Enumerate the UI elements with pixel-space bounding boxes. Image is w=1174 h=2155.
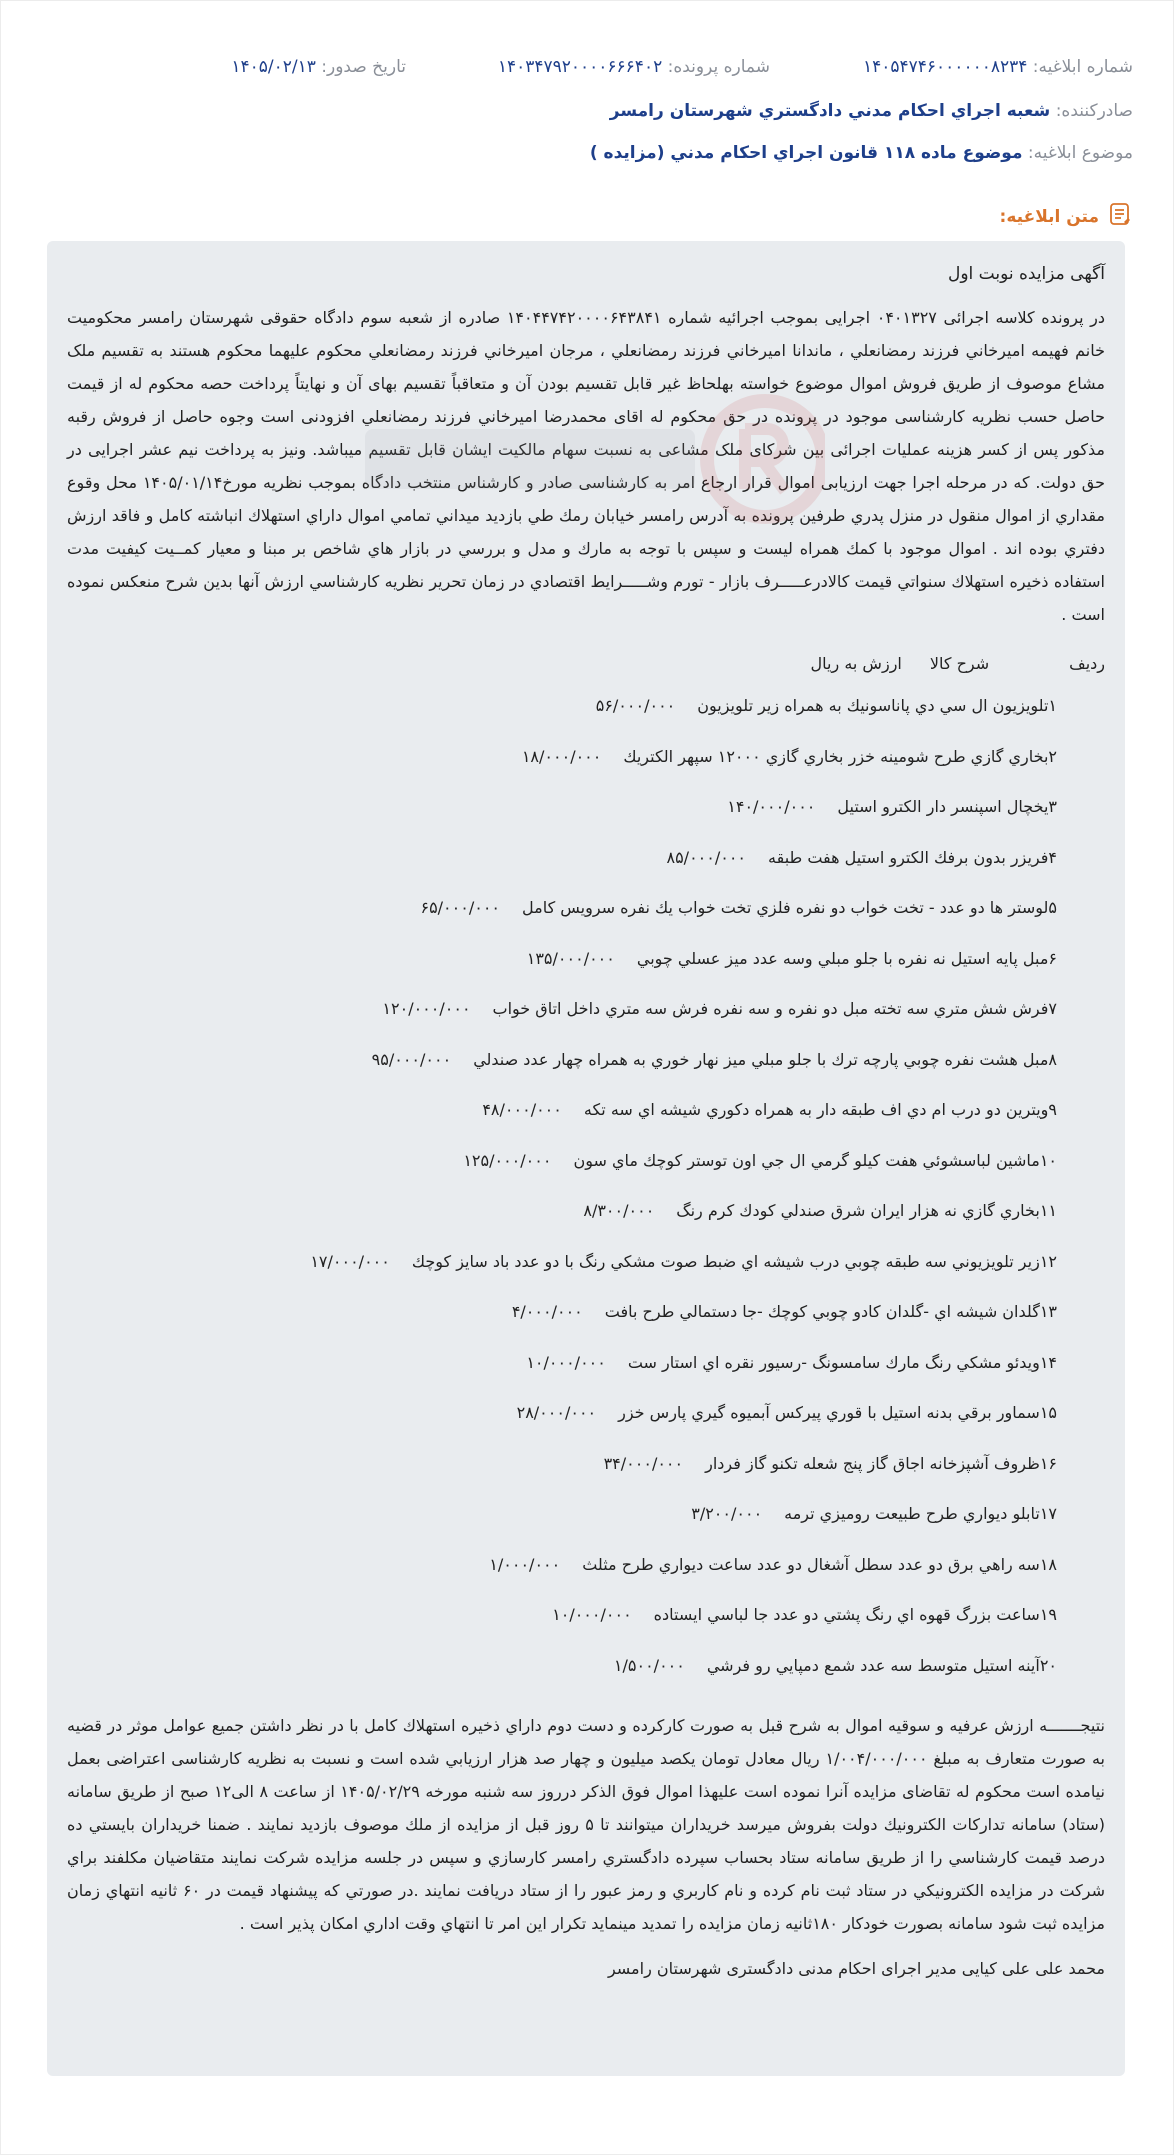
item-number: ۸ <box>1048 1049 1057 1069</box>
item-price: ۱۸/۰۰۰/۰۰۰ <box>521 746 602 766</box>
item-price: ۱/۰۰۰/۰۰۰ <box>489 1554 561 1574</box>
item-number: ۱۱ <box>1039 1201 1057 1220</box>
item-desc: فريزر بدون برفك الكترو استيل هفت طبقه <box>768 847 1049 867</box>
issue-date-value: ۱۴۰۵/۰۲/۱۳ <box>231 57 316 77</box>
notice-number-label: شماره ابلاغيه: <box>1032 57 1133 77</box>
subject-value: موضوع ماده ۱۱۸ قانون اجراي احکام مدني (مزايده ) <box>589 143 1023 163</box>
item-desc: مبل پايه استيل نه نفره با جلو مبلي وسه عدد ميز عسلي چوبي <box>636 948 1049 968</box>
item-number: ۱۹ <box>1039 1605 1057 1624</box>
item-price: ۳۴/۰۰۰/۰۰۰ <box>603 1453 684 1473</box>
list-item <box>67 1146 1057 1197</box>
signature-line: محمد علی علی کیایی مدیر اجرای احکام مدنی دادگستری شهرستان رامسر <box>607 1959 1105 1978</box>
item-number: ۵ <box>1048 898 1057 917</box>
list-item <box>67 944 1057 995</box>
item-number: ۱۲ <box>1039 1251 1057 1271</box>
item-number: ۶ <box>1048 948 1057 968</box>
item-price: ۳/۲۰۰/۰۰۰ <box>691 1504 763 1523</box>
item-number: ۱۵ <box>1039 1403 1057 1422</box>
items-table-header <box>67 649 1105 679</box>
item-desc: ويترين دو درب ام دي اف طبقه دار به همراه دكوري شيشه اي سه تكه <box>583 1100 1049 1119</box>
sender-value: شعبه اجراي احکام مدني دادگستري شهرستان رامسر <box>609 101 1051 121</box>
item-price: ۱۲۵/۰۰۰/۰۰۰ <box>463 1150 552 1170</box>
item-price: ۴۸/۰۰۰/۰۰۰ <box>482 1100 562 1119</box>
list-item <box>67 1499 1057 1550</box>
issue-date-label: تاريخ صدور: <box>321 57 406 77</box>
sender-row <box>610 101 1133 121</box>
case-number-label: شماره پرونده: <box>667 57 770 77</box>
item-desc: مبل هشت نفره چوبي پارچه ترك با جلو مبلي ميز نهار خوري به همراه چهار عدد صندلي <box>473 1049 1049 1069</box>
item-desc: ويدئو مشكي رنگ مارك سامسونگ -رسيور نقره اي استار ست <box>627 1352 1040 1372</box>
item-number: ۱۸ <box>1039 1554 1057 1574</box>
notice-text-title: متن ابلاغيه: <box>999 206 1099 227</box>
notice-number-value: ۱۴۰۵۴۷۴۶۰۰۰۰۰۰۸۲۳۴ <box>863 57 1028 77</box>
document-icon <box>1107 201 1133 232</box>
col-value-header: ارزش به ريال <box>810 654 902 673</box>
result-paragraph: نتيجـــــــه ارزش عرفيه و سوقيه اموال به شرح قبل به صورت كاركرده و دست دوم داراي ذخيره استهلاك كامل با در نظر داشتن جميع عوامل موثر در قضيه به صورت متعارف به مبلغ ۱/۰۰۴/۰۰۰/۰۰۰ ريال معادل تومان يكصد ميليون و چهار صد هزار ارزيابي شده است و نسبت به نظریه کارشناسی اعتراضی بعمل نیامده است محکوم له تقاضای مزایده آنرا نموده است علیهذا اموال فوق الذکر درروز سه شنبه مورخه ۱۴۰۵/۰۲/۲۹ از ساعت ۸ الی۱۲ صبح از طریق سامانه (ستاد) سامانه تداركات الكترونيك دولت بفروش ميرسد خريداران ميتوانند تا ۵ روز قبل از مزايده از ملك موصوف بازديد نمايند . ضمنا خريداران بايستي ده درصد قيمت كارشناسي را از طريق سامانه ستاد بحساب سپرده دادگستري رامسر كارسازي و سپس در جلسه مزايده شركت نمايند متقاضيان مكلفند براي شركت در مزايده الكترونيكي در ستاد ثبت نام كرده و نام كاربري و رمز عبور را از ستاد دريافت نمايند .در صورتي كه پيشنهاد قيمت در ۶۰ ثانيه انتهاي زمان مزايده ثبت شود سامانه بصورت خودكار ۱۸۰ثانيه زمان مزايده را تمديد مينمايد تكرار اين امر تا انتهاي وقت اداري امكان پذير است . <box>67 1716 1106 1933</box>
item-price: ۱۰/۰۰۰/۰۰۰ <box>552 1605 632 1624</box>
item-desc: تابلو ديواري طرح طبيعت روميزي ترمه <box>784 1504 1040 1523</box>
col-row-header: رديف <box>1069 654 1105 673</box>
item-price: ۱۷/۰۰۰/۰۰۰ <box>310 1251 390 1271</box>
list-item <box>67 1449 1057 1500</box>
ad-title: آگهی مزایده نوبت اول <box>947 264 1105 284</box>
item-price: ۱۲۰/۰۰۰/۰۰۰ <box>382 999 471 1018</box>
item-price: ۸۵/۰۰۰/۰۰۰ <box>666 847 747 867</box>
item-price: ۲۸/۰۰۰/۰۰۰ <box>516 1403 597 1422</box>
item-number: ۱۴ <box>1039 1352 1057 1372</box>
item-number: ۱۶ <box>1039 1453 1057 1473</box>
item-number: ۴ <box>1048 847 1057 867</box>
item-price: ۶۵/۰۰۰/۰۰۰ <box>420 898 500 917</box>
list-item <box>67 1247 1057 1298</box>
item-price: ۱۴۰/۰۰۰/۰۰۰ <box>727 797 816 816</box>
item-number: ۲ <box>1048 746 1057 766</box>
item-number: ۱۷ <box>1039 1504 1057 1523</box>
case-number-value: ۱۴۰۳۴۷۹۲۰۰۰۰۶۶۶۴۰۲ <box>497 57 663 77</box>
item-price: ۴/۰۰۰/۰۰۰ <box>511 1302 583 1321</box>
list-item <box>67 1297 1057 1348</box>
list-item <box>67 843 1057 894</box>
item-desc: بخاري گازي طرح شومينه خزر بخاري گازي ۱۲۰۰۰ سپهر الكتريك <box>623 746 1049 766</box>
list-item <box>67 1651 1057 1702</box>
list-item <box>67 1600 1057 1651</box>
item-desc: ظروف آشپزخانه اجاق گاز پنج شعله تكنو گاز فردار <box>705 1453 1040 1473</box>
subject-row <box>590 143 1133 163</box>
list-item <box>67 1196 1057 1247</box>
item-desc: يخچال اسپنسر دار الكترو استيل <box>837 797 1049 816</box>
list-item <box>67 994 1057 1045</box>
item-number: ۷ <box>1048 999 1057 1018</box>
item-desc: سماور برقي بدنه استيل با قوري پيركس آبميوه گيري پارس خزر <box>618 1403 1040 1422</box>
notice-number <box>863 57 1133 77</box>
list-item <box>67 792 1057 843</box>
list-item <box>67 1095 1057 1146</box>
list-item <box>67 1045 1057 1096</box>
list-item <box>67 1398 1057 1449</box>
item-price: ۱۳۵/۰۰۰/۰۰۰ <box>526 948 615 968</box>
item-desc: بخاري گازي نه هزار ايران شرق صندلي كودك كرم رنگ <box>676 1201 1040 1220</box>
col-desc-header: شرح كالا <box>929 654 990 673</box>
item-number: ۹ <box>1048 1100 1057 1119</box>
list-item <box>67 742 1057 793</box>
item-desc: ساعت بزرگ قهوه اي رنگ پشتي دو عدد جا لباسي ايستاده <box>653 1605 1040 1624</box>
item-desc: لوستر ها دو عدد - تخت خواب دو نفره فلزي تخت خواب يك نفره سرويس كامل <box>522 898 1049 917</box>
item-number: ۱۰ <box>1039 1150 1057 1170</box>
case-number <box>498 57 770 77</box>
item-price: ۵۶/۰۰۰/۰۰۰ <box>595 696 676 715</box>
item-desc: سه راهي برق دو عدد سطل آشغال دو عدد ساعت ديواري طرح مثلث <box>582 1554 1040 1574</box>
subject-label: موضوع ابلاغيه: <box>1027 143 1133 163</box>
item-number: ۳ <box>1048 797 1057 816</box>
item-desc: ماشين لباسشوئي هفت كيلو گرمي ال جي اون توستر كوچك ماي سون <box>573 1150 1040 1170</box>
list-item <box>67 893 1057 944</box>
item-desc: گلدان شيشه اي -گلدان كادو چوبي كوچك -جا دستمالي طرح بافت <box>604 1302 1040 1321</box>
items-list <box>67 691 1105 1701</box>
list-item <box>67 1550 1057 1601</box>
notice-body <box>47 241 1125 2076</box>
item-desc: تلويزيون ال سي دي پاناسونيك به همراه زير تلويزيون <box>697 696 1049 715</box>
notice-text-heading <box>1000 201 1133 232</box>
list-item <box>67 1348 1057 1399</box>
issue-date <box>231 57 406 77</box>
item-desc: فرش شش متري سه تخته مبل دو نفره و سه نفره فرش سه متري داخل اتاق خواب <box>492 999 1049 1018</box>
item-number: ۱۳ <box>1039 1302 1057 1321</box>
list-item <box>67 691 1057 742</box>
item-price: ۹۵/۰۰۰/۰۰۰ <box>371 1049 452 1069</box>
item-price: ۱۰/۰۰۰/۰۰۰ <box>526 1352 606 1372</box>
item-desc: آينه استيل متوسط سه عدد شمع دمپايي رو فرشي <box>706 1655 1040 1675</box>
notice-meta-row <box>41 57 1133 81</box>
item-price: ۱/۵۰۰/۰۰۰ <box>613 1655 685 1675</box>
intro-paragraph: در پرونده کلاسه اجرائی ۰۴۰۱۳۲۷ اجرایی بموجب اجرائیه شماره ۱۴۰۴۴۷۴۲۰۰۰۰۶۴۳۸۴۱ صادره از شعبه سوم دادگاه حقوقی شهرستان رامسر محکومیت خانم فهیمه امیرخاني فرزند رمضانعلي ، ماندانا امیرخاني فرزند رمضانعلي ، مرجان امیرخاني فرزند رمضانعلي محکوم علیهما محکوم هستند به تقسیم ملک مشاع موصوف از طریق فروش اموال موضوع خواسته بهلحاظ غیر قابل تقسیم بودن آن و متعاقباً تقسیم بهای آن و نهایتاً پرداخت حصه محکوم له از قیمت حاصل حسب نظریه کارشناسی موجود در پرونده در حق محکوم له اقای محمدرضا امیرخاني فرزند رمضانعلي افزودنی است وجوه حاصل از فروش رقبه مذکور پس از کسر هزینه عملیات اجرائی بین شرکای ملک مشاعی به نسبت سهام مالکیت ایشان قابل تقسیم میباشد. ونیز به پرداخت نیم عشر اجرایی در حق دولت. که در مرحله اجرا جهت ارزیابی اموال قرار ارجاع امر به کارشناسی صادر و کارشناس منتخب دادگاه بموجب نظریه مورخ۱۴۰۵/۰۱/۱۴ محل وقوع مقداري از اموال منقول در منزل پدري طرفين پرونده به آدرس رامسر خيابان رمك طي بازديد ميداني تمامي اموال داراي استهلاك انباشته كامل و فاقد ارزش دفتري بوده اند . اموال موجود با كمك همراه ليست و سپس با توجه به مارك و مدل و بررسي در بازار هاي شاخص بر مبنا و معيار كمــيت كيفيت مدت استفاده ذخيره استهلاك سنواتي قيمت كالادرعـــــرف بازار - تورم وشـــــرايط اقتصادي در زمان تحرير نظريه كارشناسي ارزش آنها بدين شرح منعكس نموده است . <box>67 308 1106 624</box>
sender-label: صادرکننده: <box>1055 101 1133 121</box>
item-number: ۱ <box>1048 696 1057 715</box>
item-price: ۸/۳۰۰/۰۰۰ <box>583 1201 655 1220</box>
item-number: ۲۰ <box>1039 1655 1057 1675</box>
item-desc: زير تلويزيوني سه طبقه چوبي درب شيشه اي ضبط صوت مشكي رنگ با دو عدد باد سايز كوچك <box>411 1251 1040 1271</box>
